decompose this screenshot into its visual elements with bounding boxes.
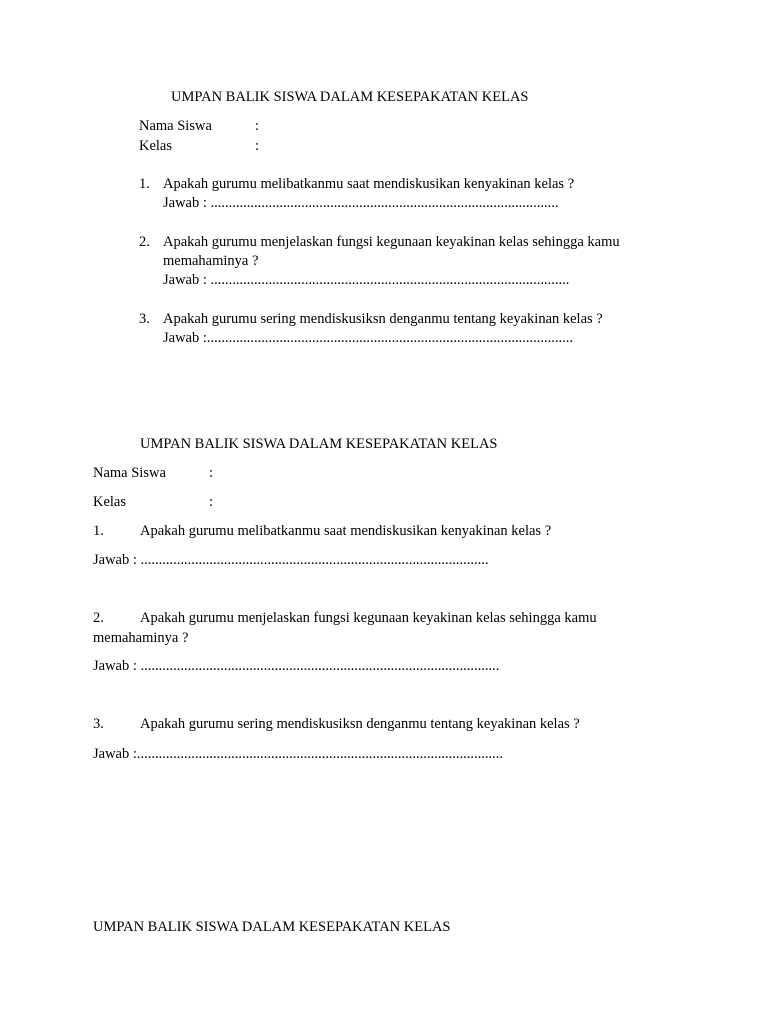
kelas-colon: : (255, 138, 260, 154)
question-2-number: 2. (93, 610, 104, 626)
question-3-number: 3. (139, 311, 150, 327)
question-1-text: Apakah gurumu melibatkanmu saat mendiskusikan kenyakinan kelas ? (163, 176, 575, 192)
question-2-text-line-1: Apakah gurumu menjelaskan fungsi kegunaan keyakinan kelas sehingga kamu (140, 610, 597, 626)
question-2-answer: Jawab : ................................................................................................... (163, 272, 570, 288)
question-3-text: Apakah gurumu sering mendiskusiksn denganmu tentang keyakinan kelas ? (163, 311, 603, 327)
question-2-text-line-2: memahaminya ? (93, 630, 189, 646)
section-2-title: UMPAN BALIK SISWA DALAM KESEPAKATAN KELAS (140, 436, 498, 452)
question-1-text: Apakah gurumu melibatkanmu saat mendiskusikan kenyakinan kelas ? (140, 523, 552, 539)
question-3-text: Apakah gurumu sering mendiskusiksn denganmu tentang keyakinan kelas ? (140, 716, 580, 732)
question-2-text-line-1: Apakah gurumu menjelaskan fungsi kegunaan keyakinan kelas sehingga kamu (163, 234, 620, 250)
kelas-label: Kelas (93, 494, 127, 510)
nama-siswa-label: Nama Siswa (93, 465, 166, 481)
section-1-title: UMPAN BALIK SISWA DALAM KESEPAKATAN KELAS (171, 89, 529, 105)
kelas-colon: : (209, 494, 214, 510)
kelas-label: Kelas (139, 138, 173, 154)
question-2-text-line-2: memahaminya ? (163, 253, 259, 269)
section-3-title: UMPAN BALIK SISWA DALAM KESEPAKATAN KELAS (93, 919, 451, 935)
question-2-answer: Jawab : ................................................................................................... (93, 658, 500, 674)
question-1-answer: Jawab : ................................................................................................ (163, 195, 559, 211)
nama-siswa-colon: : (255, 118, 260, 134)
question-2-number: 2. (139, 234, 150, 250)
question-3-number: 3. (93, 716, 104, 732)
nama-siswa-colon: : (209, 465, 214, 481)
question-3-answer: Jawab :..................................................................................................... (93, 746, 504, 762)
question-1-number: 1. (93, 523, 104, 539)
nama-siswa-label: Nama Siswa (139, 118, 212, 134)
question-1-number: 1. (139, 176, 150, 192)
question-1-answer: Jawab : ................................................................................................ (93, 552, 489, 568)
question-3-answer: Jawab :..................................................................................................... (163, 330, 574, 346)
